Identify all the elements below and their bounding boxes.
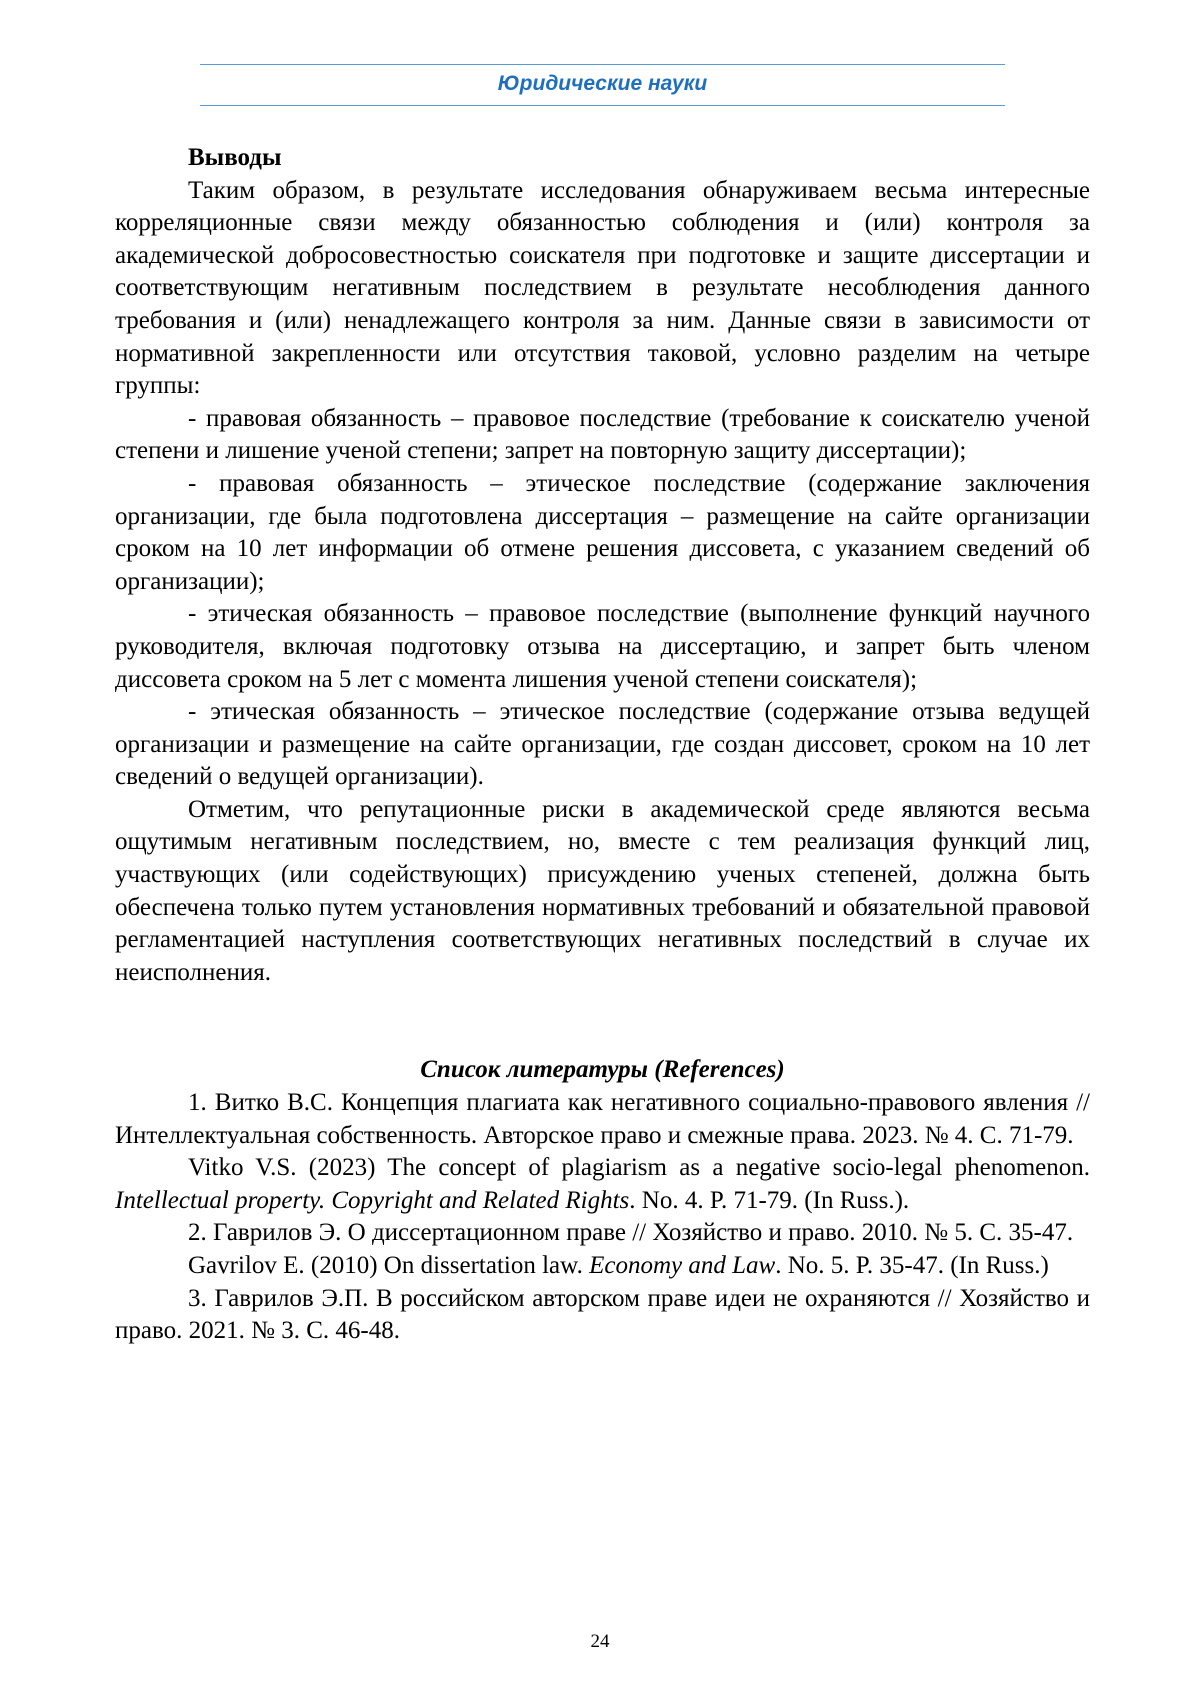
reference-en-text: . No. 5. P. 35-47. (In Russ.): [775, 1252, 1049, 1279]
reference-en-journal: Intellectual property. Copyright and Related Rights: [115, 1186, 630, 1214]
reference-item-ru: 3. Гаврилов Э.П. В российском авторском праве идеи не охраняются // Хозяйство и право. 2021. № 3. С. 46-48.: [115, 1284, 1090, 1345]
reference-item-ru: 2. Гаврилов Э. О диссертационном праве // Хозяйство и право. 2010. № 5. С. 35-47.: [188, 1219, 1074, 1247]
page-number: 24: [590, 1631, 610, 1652]
reference-item-en: [115, 1250, 1090, 1283]
reference-item-en: [115, 1152, 1090, 1217]
conclusions-list-item: - правовая обязанность – этическое последствие (содержание заключения организации, где была подготовлена диссертация – размещение на сайте организации сроком на 10 лет информации об отмене решения диссовета, с указанием сведений об организации);: [115, 469, 1090, 595]
reference-en-text: Gavrilov E. (2010) On dissertation law.: [188, 1252, 590, 1279]
conclusions-paragraph: Таким образом, в результате исследования обнаруживаем весьма интересные корреляционные связи между обязанностью соблюдения и (или) контроля за академической добросовестностью соискателя при подготовке и защите диссертации и соответствующим негативным последствием в результате несоблюдения данного требования и (или) ненадлежащего контроля за ним. Данные связи в зависимости от нормативной закрепленности или отсутствия таковой, условно разделим на четыре группы:: [115, 176, 1090, 400]
running-header: [200, 64, 1005, 106]
reference-item-ru: 1. Витко В.С. Концепция плагиата как негативного социально-правового явления // Интеллектуальная собственность. Авторское право и смежные права. 2023. № 4. С. 71-79.: [115, 1089, 1090, 1149]
conclusions-paragraph: Отметим, что репутационные риски в академической среде являются весьма ощутимым негативным последствием, но, вместе с тем реализация функций лиц, участвующих (или содействующих) присуждению ученых степеней, должна быть обеспечена только путем установления нормативных требований и обязательной правовой регламентацией наступления соответствующих негативных последствий в случае их неисполнения.: [115, 795, 1090, 986]
header-title: Юридические науки: [497, 72, 708, 95]
reference-en-text: Vitko V.S. (2023) The concept of plagiarism as a negative socio-legal phenomenon.: [188, 1154, 1090, 1182]
conclusions-heading: Выводы: [188, 144, 282, 171]
reference-en-journal: Economy and Law: [589, 1252, 776, 1279]
conclusions-list-item: - правовая обязанность – правовое последствие (требование к соискателю ученой степени и лишение ученой степени; запрет на повторную защиту диссертации);: [115, 404, 1090, 465]
conclusions-list-item: - этическая обязанность – правовое последствие (выполнение функций научного руководителя, включая подготовку отзыва на диссертацию, и запрет быть членом диссовета сроком на 5 лет с момента лишения ученой степени соискателя);: [115, 600, 1090, 693]
references-heading: Список литературы (References): [420, 1056, 785, 1084]
reference-en-text: . No. 4. P. 71-79. (In Russ.).: [629, 1186, 910, 1214]
conclusions-list-item: - этическая обязанность – этическое последствие (содержание отзыва ведущей организации и размещение на сайте организации, где создан диссовет, сроком на 10 лет сведений о ведущей организации).: [115, 698, 1090, 791]
page-body: [115, 142, 1090, 1348]
